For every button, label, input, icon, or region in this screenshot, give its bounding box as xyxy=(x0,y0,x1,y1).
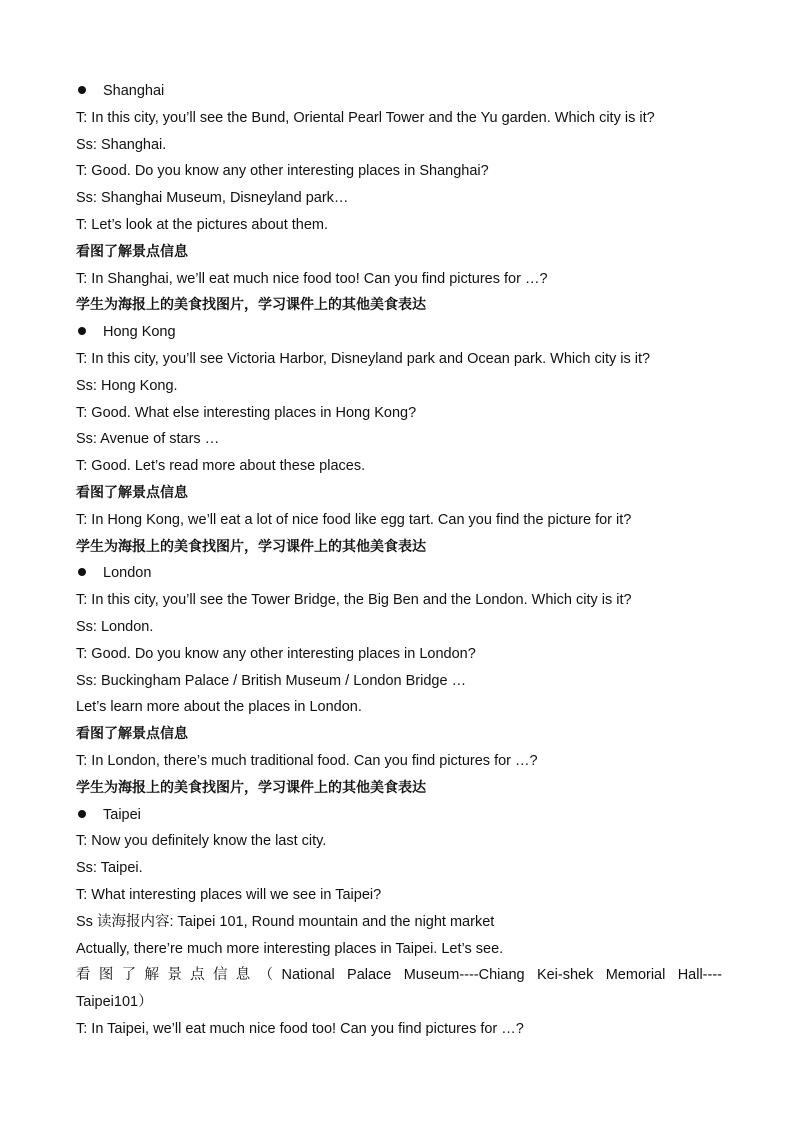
transcript-line: T: In this city, you’ll see the Tower Bridge, the Big Ben and the London. Which city is it? xyxy=(76,592,632,609)
transcript-line: Ss: Taipei. xyxy=(76,860,143,877)
transcript-line: T: In this city, you’ll see Victoria Harbor, Disneyland park and Ocean park. Which city is it? xyxy=(76,350,651,367)
transcript-line: Ss: Hong Kong. xyxy=(76,377,178,394)
transcript-line: T: Good. What else interesting places in Hong Kong? xyxy=(76,404,417,421)
transcript-line: Ss 读海报内容: Taipei 101, Round mountain and the night market xyxy=(76,913,495,930)
transcript-line: Actually, there’re much more interesting places in Taipei. Let’s see. xyxy=(76,940,504,957)
chinese-instruction-line: 看图了解景点信息 xyxy=(76,726,188,743)
transcript-line: T: Good. Do you know any other interesting places in London? xyxy=(76,645,476,662)
lesson-transcript xyxy=(76,78,722,1043)
transcript-line: T: In London, there’s much traditional food. Can you find pictures for …? xyxy=(76,752,538,769)
transcript-line: 看图了解景点信息（National Palace Museum----Chiang Kei-shek Memorial Hall---- xyxy=(76,967,722,984)
section-heading-text: Shanghai xyxy=(103,83,165,99)
section-heading xyxy=(76,78,722,105)
transcript-line: T: In Shanghai, we’ll eat much nice food too! Can you find pictures for …? xyxy=(76,270,548,287)
transcript-line: T: In this city, you’ll see the Bund, Oriental Pearl Tower and the Yu garden. Which city is it? xyxy=(76,109,655,126)
chinese-instruction-line: 学生为海报上的美食找图片，学习课件上的其他美食表达 xyxy=(76,538,426,555)
bullet-icon xyxy=(78,86,86,94)
chinese-instruction-line: 学生为海报上的美食找图片，学习课件上的其他美食表达 xyxy=(76,297,426,314)
section-heading xyxy=(76,560,722,587)
section-heading-text: Taipei xyxy=(103,806,141,823)
section-heading xyxy=(76,802,722,829)
chinese-instruction-line: 学生为海报上的美食找图片，学习课件上的其他美食表达 xyxy=(76,779,426,796)
transcript-line: Taipei101） xyxy=(76,994,153,1011)
chinese-instruction-line: 看图了解景点信息 xyxy=(76,243,188,260)
bullet-icon xyxy=(78,327,86,335)
transcript-line: T: What interesting places will we see in Taipei? xyxy=(76,886,382,903)
section-heading-text: Hong Kong xyxy=(103,324,176,341)
transcript-line: Ss: Buckingham Palace / British Museum / London Bridge … xyxy=(76,672,467,689)
transcript-line: Let’s learn more about the places in London. xyxy=(76,699,362,716)
transcript-line: T: Good. Do you know any other interesting places in Shanghai? xyxy=(76,163,489,180)
bullet-icon xyxy=(78,810,86,818)
transcript-line: Ss: London. xyxy=(76,618,154,635)
bullet-icon xyxy=(78,568,86,576)
chinese-instruction-line: 看图了解景点信息 xyxy=(76,484,188,501)
transcript-line: T: Let’s look at the pictures about them. xyxy=(76,216,329,233)
transcript-line: Ss: Shanghai. xyxy=(76,136,167,153)
section-heading-text: London xyxy=(103,565,152,582)
transcript-line: T: In Hong Kong, we’ll eat a lot of nice food like egg tart. Can you find the picture for it? xyxy=(76,511,632,528)
transcript-line: Ss: Shanghai Museum, Disneyland park… xyxy=(76,190,349,207)
transcript-line: T: Now you definitely know the last city. xyxy=(76,833,327,850)
transcript-line: T: In Taipei, we’ll eat much nice food too! Can you find pictures for …? xyxy=(76,1020,524,1037)
section-heading xyxy=(76,319,722,346)
transcript-line: T: Good. Let’s read more about these places. xyxy=(76,458,366,475)
transcript-line: Ss: Avenue of stars … xyxy=(76,431,220,448)
